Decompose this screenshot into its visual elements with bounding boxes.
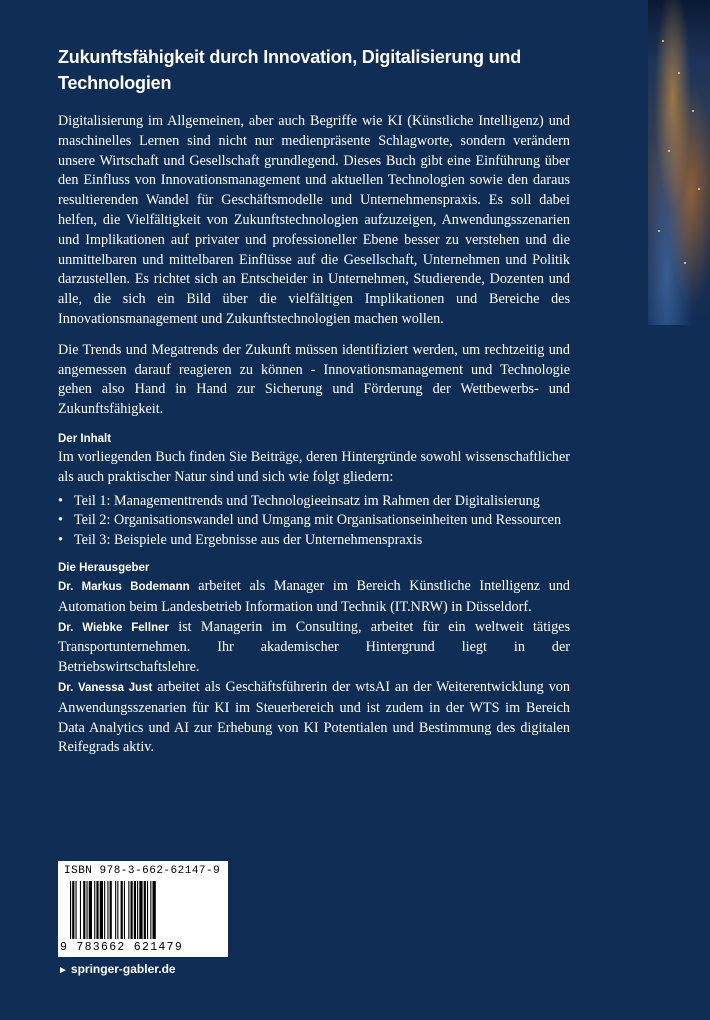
barcode-bar <box>137 881 138 939</box>
barcode-bar <box>100 881 103 939</box>
editor-text: arbeitet als Manager im Bereich Künstliche Intelligenz und Automation beim Landesbetrieb Information und Technik (IT.NRW) in Düsseldorf. <box>58 578 571 615</box>
barcode-bar <box>96 881 98 939</box>
list-item: • Teil 2: Organisationswandel und Umgang mit Organisationseinheiten und Ressourcen <box>58 511 570 531</box>
description-paragraph-1: Digitalisierung im Allgemeinen, aber auch Begriffe wie KI (Künstliche Intelligenz) und maschinelles Lernen sind nicht nur medienpräsente Schlagworte, sondern verändern unsere Wirtschaft und Gesellschaft grundlegend. Dieses Buch gibt eine Einführung über den Einfluss von Innovationsmanagement und aktuellen Technologien sowie den daraus resultierenden Wandel für Geschäftsmodelle und Unternehmenspraxis. Es soll dabei helfen, die Vielfältigkeit von Zukunftstechnologien aufzuzeigen, Anwendungsszenarien und Implikationen auf privater und professioneller Ebene besser zu verstehen und die unmittelbaren und mittelbaren Einflüsse auf die Gesellschaft, Unternehmen und Politik darzustellen. Es richtet sich an Entscheider in Unternehmen, Studierende, Dozenten und alle, die sich ein Bild über die vielfältigen Implikationen und Bereiche des Innovationsmanagement und Zukunftstechnologien machen wollen. <box>58 113 570 327</box>
isbn-barcode <box>58 861 228 957</box>
isbn-label: ISBN 978-3-662-62147-9 <box>64 865 221 877</box>
barcode-bar <box>147 881 148 939</box>
website-text: springer-gabler.de <box>70 962 176 976</box>
barcode-bar <box>124 881 125 939</box>
barcode-bar <box>104 881 105 939</box>
editor-bio <box>58 577 570 618</box>
barcode-digits: 9 783662 621479 <box>60 941 184 954</box>
editor-name: Dr. Wiebke Fellner <box>58 621 169 634</box>
barcode-bar <box>70 881 71 939</box>
editor-text: ist Managerin im Consulting, arbeitet für ein weltweit tätiges Transportunternehmen. Ihr akademischer Hintergrund liegt in der Betriebswirtschaftslehre. <box>58 618 570 676</box>
barcode-bar <box>131 881 133 939</box>
editor-bio <box>58 618 570 678</box>
inhalt-intro: Im vorliegenden Buch finden Sie Beiträge, deren Hintergründe sowohl wissenschaftlicher als auch praktischer Natur sind und sich wie folgt gliedern: <box>58 448 570 485</box>
barcode-bar <box>83 881 85 939</box>
inhalt-heading: Der Inhalt <box>58 432 112 445</box>
arrow-right-icon: ► <box>58 965 68 976</box>
inhalt-list <box>58 492 570 551</box>
barcode-bar <box>107 881 108 939</box>
barcode-bars <box>70 881 220 939</box>
publisher-website[interactable] <box>58 962 176 976</box>
herausgeber-heading: Die Herausgeber <box>58 562 150 575</box>
barcode-bar <box>115 881 116 939</box>
barcode-bar <box>110 881 112 939</box>
editor-name: Dr. Markus Bodemann <box>58 581 190 594</box>
barcode-bar <box>72 881 74 939</box>
cover-photo-strip <box>648 0 710 325</box>
list-item: • Teil 1: Managementtrends und Technologieeinsatz im Rahmen der Digitalisierung <box>58 492 570 512</box>
barcode-bar <box>150 881 151 939</box>
editor-bio <box>58 678 570 758</box>
barcode-bar <box>134 881 136 939</box>
book-title: Zukunftsfähigkeit durch Innovation, Digitalisierung und Technologien <box>58 47 522 93</box>
barcode-bar <box>80 881 81 939</box>
editor-name: Dr. Vanessa Just <box>58 682 153 695</box>
barcode-bar <box>121 881 123 939</box>
barcode-bar <box>87 881 88 939</box>
barcode-bar <box>144 881 146 939</box>
barcode-bar <box>153 881 156 939</box>
barcode-bar <box>139 881 142 939</box>
barcode-bar <box>117 881 118 939</box>
barcode-bar <box>76 881 77 939</box>
barcode-bar <box>94 881 95 939</box>
description-paragraph-2: Die Trends und Megatrends der Zukunft müssen identifiziert werden, um rechtzeitig und angemessen darauf reagieren zu können - Innovationsmanagement und Technologie gehen also Hand in Hand zur Sicherung und Förderung der Wettbewerbs- und Zukunftsfähigkeit. <box>58 341 570 418</box>
editor-text: arbeitet als Geschäftsführerin der wtsAI an der Weiterentwicklung von Anwendungsszenarien für KI im Steuerbereich und ist zudem in der WTS im Bereich Data Analytics und AI zur Erhebung von KI Potentialen und Bestimmung des digitalen Reifegrads aktiv. <box>58 679 570 756</box>
barcode-bar <box>128 881 129 939</box>
barcode-bar <box>89 881 92 939</box>
back-cover-text <box>58 44 570 758</box>
list-item: • Teil 3: Beispiele und Ergebnisse aus der Unternehmenspraxis <box>58 531 570 551</box>
